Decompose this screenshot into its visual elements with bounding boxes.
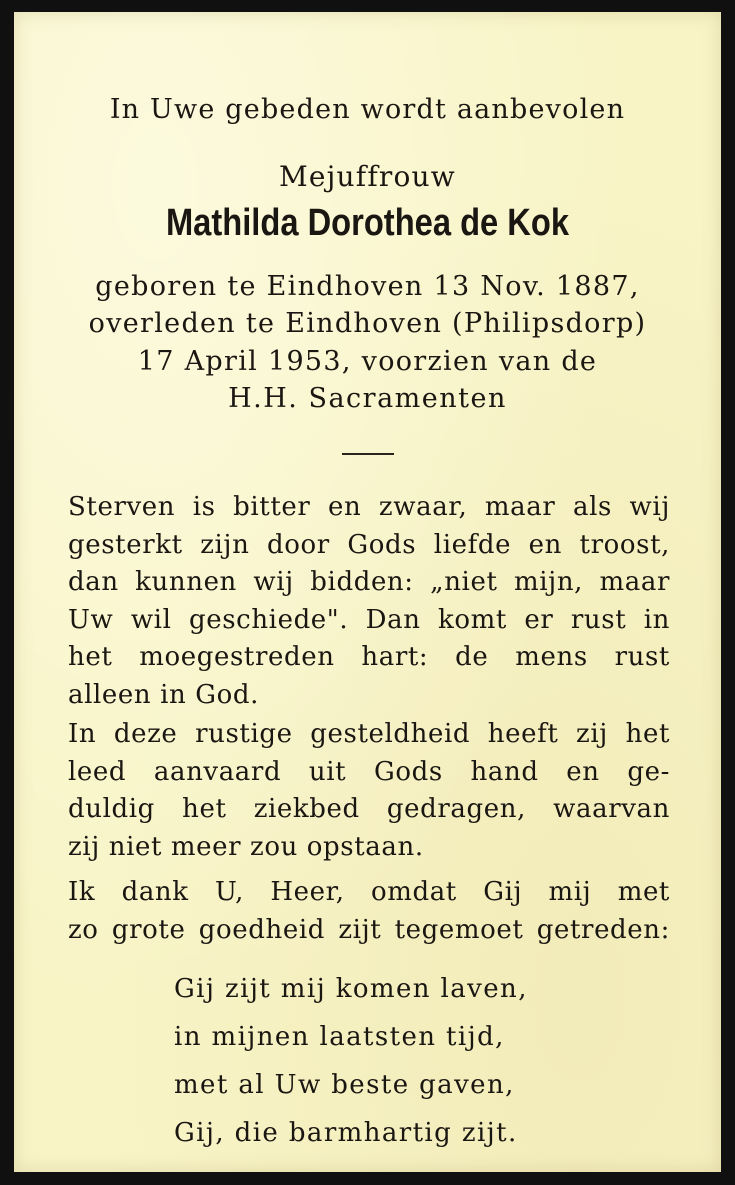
intro-line: In Uwe gebeden wordt aanbevolen <box>109 94 626 125</box>
text-row: gesterkt zijn door Gods liefde en troost, <box>68 529 670 560</box>
text-row: dan kunnen wij bidden: „niet mijn, maar <box>68 567 670 597</box>
poem <box>174 974 674 1166</box>
text-row: zij niet meer zou opstaan. <box>68 831 424 862</box>
death-line: overleden te Eindhoven (Philipsdorp) <box>88 308 647 339</box>
text-row: leed aanvaard uit Gods hand en ge- <box>68 756 670 787</box>
deceased-name: Mathilda Dorothea de Kok <box>165 202 570 244</box>
text-row: Ik dank U, Heer, omdat Gij mij met <box>68 877 670 907</box>
sacraments-line: H.H. Sacramenten <box>228 383 507 414</box>
text-row: zo grote goedheid zijt tegemoet getreden: <box>68 914 670 945</box>
paragraph-reflection <box>68 489 670 714</box>
poem-line: Gij, die barmhartig zijt. <box>174 1118 518 1148</box>
paragraph-thanks <box>68 874 670 949</box>
poem-line: in mijnen laatsten tijd, <box>174 1022 505 1052</box>
memorial-card <box>14 12 721 1172</box>
text-row: duldig het ziekbed gedragen, waarvan <box>68 794 670 824</box>
text-row: Uw wil geschiede". Dan komt er rust in <box>68 604 670 635</box>
honorific: Mejuffrouw <box>279 160 456 193</box>
text-row: In deze rustige gesteldheid heeft zij het <box>68 719 670 749</box>
text-row: Sterven is bitter en zwaar, maar als wij <box>68 492 670 522</box>
poem-line: met al Uw beste gaven, <box>174 1070 515 1100</box>
poem-line: Gij zijt mij komen laven, <box>174 974 528 1004</box>
text-row: het moegestreden hart: de mens rust <box>68 642 670 672</box>
text-row: alleen in God. <box>68 679 259 710</box>
paragraph-acceptance <box>68 716 670 866</box>
death-date-line: 17 April 1953, voorzien van de <box>137 346 598 377</box>
birth-line: geboren te Eindhoven 13 Nov. 1887, <box>95 271 640 302</box>
divider <box>342 453 394 455</box>
